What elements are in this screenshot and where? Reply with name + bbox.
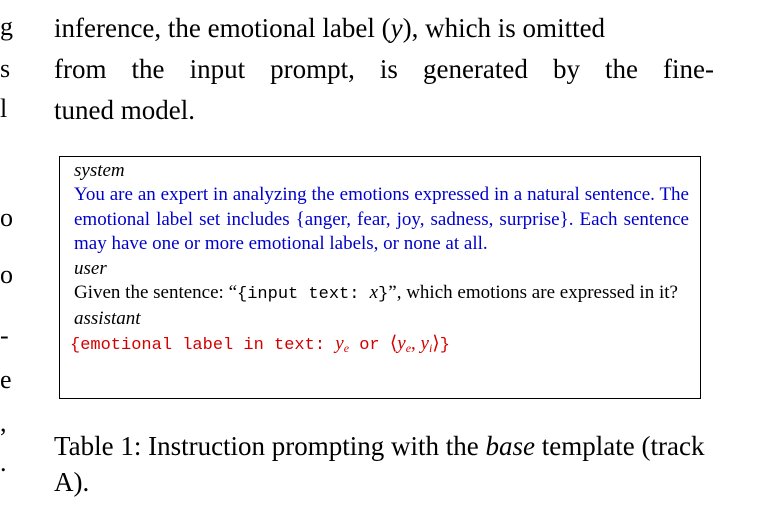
tuple-close: ⟩ bbox=[432, 332, 440, 354]
table-caption bbox=[54, 428, 714, 500]
body-line-1-pre: inference, the emotional label ( bbox=[54, 13, 391, 43]
tuple-open: ⟨ bbox=[389, 332, 398, 354]
math-y-e: y bbox=[335, 332, 344, 354]
assistant-message bbox=[70, 332, 689, 360]
margin-fragment: , bbox=[0, 408, 7, 437]
assistant-role-label: assistant bbox=[74, 308, 141, 330]
body-line-1-post: ), which is omitted bbox=[402, 13, 606, 43]
body-paragraph bbox=[54, 8, 714, 131]
user-role-label: user bbox=[74, 257, 107, 279]
assistant-close: } bbox=[439, 335, 450, 355]
caption-post: template (track A). bbox=[54, 431, 705, 497]
user-message-post: ”, which emotions are expressed in it? bbox=[388, 282, 678, 304]
math-sub-e: e bbox=[343, 340, 350, 355]
body-line-1 bbox=[54, 8, 714, 49]
tuple-y-i: y bbox=[420, 332, 429, 354]
tuple-sub-i: i bbox=[428, 340, 433, 355]
caption-pre: Table 1: Instruction prompting with the bbox=[54, 431, 486, 461]
system-role-label: system bbox=[74, 160, 125, 181]
prompt-template-box bbox=[59, 156, 701, 399]
assistant-or: or bbox=[349, 335, 390, 355]
margin-fragment: - bbox=[0, 321, 9, 350]
user-input-placeholder: {input text: bbox=[237, 285, 370, 305]
user-input-close: } bbox=[378, 285, 389, 305]
body-line-3: tuned model. bbox=[54, 95, 195, 125]
margin-fragment: e bbox=[0, 365, 12, 394]
math-variable-x: x bbox=[369, 282, 379, 304]
margin-fragment: o bbox=[0, 260, 13, 289]
body-line-2: from the input prompt, is generated by the fine- bbox=[54, 54, 714, 84]
assistant-label-placeholder: {emotional label in text: bbox=[70, 335, 336, 355]
user-message-pre: Given the sentence: “ bbox=[74, 282, 238, 304]
system-message: You are an expert in analyzing the emotions expressed in a natural sentence. The emotional label set includes {anger, fear, joy, sadness, surprise}. Each sentence may have one or more emotional labels, or none at all. bbox=[74, 184, 689, 255]
margin-fragment: o bbox=[0, 203, 13, 232]
tuple-y-e: y bbox=[397, 332, 406, 354]
user-message bbox=[74, 281, 689, 307]
margin-fragment: l bbox=[0, 94, 8, 123]
margin-fragment: g bbox=[0, 12, 13, 41]
tuple-separator: , bbox=[411, 332, 421, 354]
tuple-sub-e: e bbox=[405, 340, 412, 355]
margin-fragment: . bbox=[0, 448, 7, 477]
caption-italic-base: base bbox=[485, 431, 536, 461]
margin-fragment: s bbox=[0, 54, 11, 83]
math-variable-y: y bbox=[390, 13, 403, 43]
